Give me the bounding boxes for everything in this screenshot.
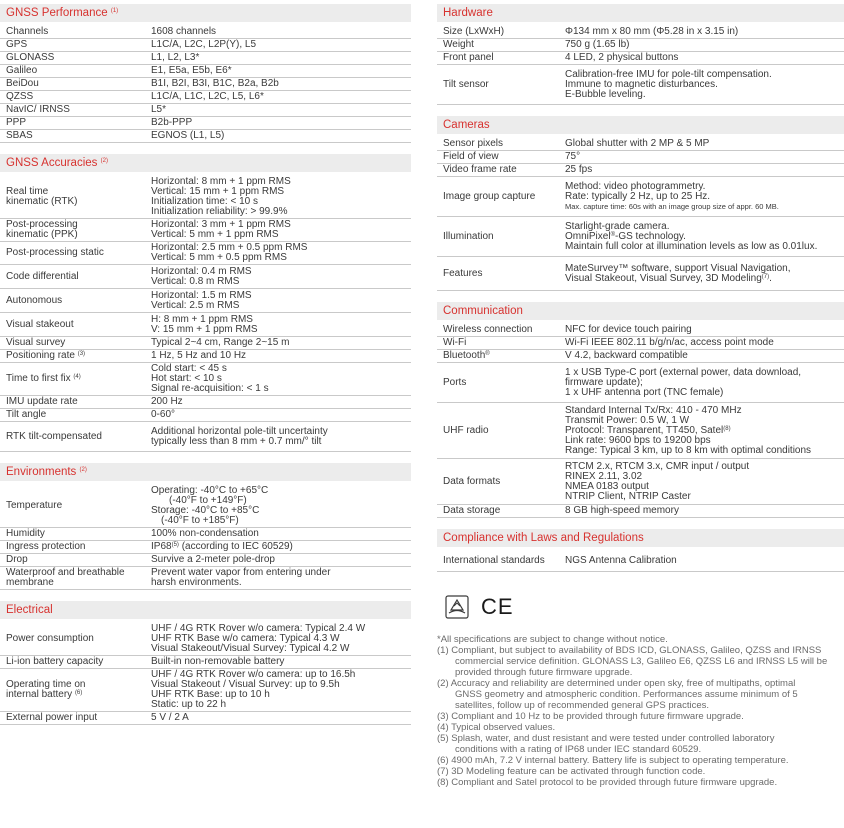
communication-section bbox=[437, 302, 844, 518]
cameras-section bbox=[437, 116, 844, 291]
spec-row: Tilt sensor Calibration-free IMU for pole-tilt compensation. Immune to magnetic disturbances. E-Bubble leveling. bbox=[437, 65, 844, 105]
environments-section bbox=[0, 463, 411, 590]
spec-row: Image group capture Method: video photogrammetry. Rate: typically 2 Hz, up to 25 Hz. Max. capture time: 60s with an image group size of appr. 60 MB. bbox=[437, 177, 844, 217]
spec-row bbox=[0, 78, 411, 91]
spec-row: Post-processing static Horizontal: 2.5 mm + 0.5 ppm RMS Vertical: 5 mm + 0.5 ppm RMS bbox=[0, 242, 411, 265]
section-title: Cameras bbox=[437, 116, 844, 134]
spec-row: Wi-Fi Wi-Fi IEEE 802.11 b/g/n/ac, access point mode bbox=[437, 337, 844, 350]
right-column bbox=[437, 4, 844, 788]
spec-value: B1I, B2I, B3I, B1C, B2a, B2b bbox=[151, 78, 411, 91]
spec-row: Visual survey Typical 2~4 cm, Range 2~15 m bbox=[0, 337, 411, 350]
spec-value: EGNOS (L1, L5) bbox=[151, 130, 411, 143]
gnss-performance-table bbox=[0, 26, 411, 143]
spec-label: BeiDou bbox=[0, 78, 151, 91]
spec-row: Autonomous Horizontal: 1.5 m RMS Vertical: 2.5 m RMS bbox=[0, 289, 411, 313]
environments-table bbox=[0, 485, 411, 590]
spec-value: L1C/A, L1C, L2C, L5, L6* bbox=[151, 91, 411, 104]
compliance-table bbox=[437, 551, 844, 572]
spec-row: Time to first fix $^{(4)}$ Cold start: < 45 s Hot start: < 10 s Signal re-acquisition: < 1 s bbox=[0, 363, 411, 396]
spec-label: Galileo bbox=[0, 65, 151, 78]
spec-row: Wireless connection NFC for device touch pairing bbox=[437, 324, 844, 337]
section-title: Electrical bbox=[0, 601, 411, 619]
section-title: Hardware bbox=[437, 4, 844, 22]
spec-row: Ingress protection IP68$^{(5)}$ (according to IEC 60529) bbox=[0, 541, 411, 554]
spec-value: E1, E5a, E5b, E6* bbox=[151, 65, 411, 78]
gnss-accuracies-table bbox=[0, 176, 411, 452]
spec-row: Post-processing kinematic (PPK) Horizontal: 3 mm + 1 ppm RMS Vertical: 5 mm + 1 ppm RMS bbox=[0, 219, 411, 242]
cameras-table bbox=[437, 138, 844, 291]
spec-row bbox=[0, 117, 411, 130]
spec-row: External power input 5 V / 2 A bbox=[0, 712, 411, 725]
ce-mark-icon: CE bbox=[481, 593, 514, 619]
spec-row bbox=[0, 52, 411, 65]
spec-row: IMU update rate 200 Hz bbox=[0, 396, 411, 409]
spec-label: GPS bbox=[0, 39, 151, 52]
spec-row: UHF radio Standard Internal Tx/Rx: 410 - 470 MHz Transmit Power: 0.5 W, 1 W Protocol: Transparent, TT450, Satel$^{(8)}$ Link rate: 9600 bps to 19200 bps Range: Typical 3 km, up to 8 km with optimal conditions bbox=[437, 403, 844, 459]
spec-label: GLONASS bbox=[0, 52, 151, 65]
spec-row bbox=[0, 130, 411, 143]
spec-label: Channels bbox=[0, 26, 151, 39]
section-title: GNSS Accuracies $^{(2)}$ bbox=[0, 154, 411, 172]
spec-value: L1C/A, L2C, L2P(Y), L5 bbox=[151, 39, 411, 52]
spec-row bbox=[0, 104, 411, 117]
recycle-symbol-icon bbox=[445, 595, 469, 619]
spec-row: Bluetooth® V 4.2, backward compatible bbox=[437, 350, 844, 363]
spec-row: Positioning rate $^{(3)}$ 1 Hz, 5 Hz and 10 Hz bbox=[0, 350, 411, 363]
spec-value: B2b-PPP bbox=[151, 117, 411, 130]
hardware-table bbox=[437, 26, 844, 105]
spec-label: QZSS bbox=[0, 91, 151, 104]
spec-value: L5* bbox=[151, 104, 411, 117]
spec-row: Features MateSurvey™ software, support Visual Navigation, Visual Stakeout, Visual Survey, 3D Modeling$^{(7)}$. bbox=[437, 257, 844, 291]
section-title: Environments $^{(2)}$ bbox=[0, 463, 411, 481]
spec-value: L1, L2, L3* bbox=[151, 52, 411, 65]
gnss-performance-section bbox=[0, 4, 411, 143]
left-column bbox=[0, 4, 411, 736]
spec-row: Size (LxWxH) Φ134 mm x 80 mm (Φ5.28 in x 3.15 in) bbox=[437, 26, 844, 39]
spec-row: Sensor pixels Global shutter with 2 MP & 5 MP bbox=[437, 138, 844, 151]
spec-row: Ports 1 x USB Type-C port (external power, data download, firmware update); 1 x UHF antenna port (TNC female) bbox=[437, 363, 844, 403]
spec-row: Temperature Operating: -40°C to +65°C (-40°F to +149°F) Storage: -40°C to +85°C (-40°F to +185°F) bbox=[0, 485, 411, 528]
spec-row: Data formats RTCM 2.x, RTCM 3.x, CMR input / output RINEX 2.11, 3.02 NMEA 0183 output NTRIP Client, NTRIP Caster bbox=[437, 459, 844, 505]
spec-row: Field of view 75° bbox=[437, 151, 844, 164]
spec-row: International standards NGS Antenna Calibration bbox=[437, 551, 844, 571]
spec-row bbox=[0, 39, 411, 52]
compliance-section bbox=[437, 529, 844, 572]
electrical-section bbox=[0, 601, 411, 725]
spec-row bbox=[0, 91, 411, 104]
communication-table bbox=[437, 324, 844, 518]
electrical-table bbox=[0, 623, 411, 725]
section-title: Communication bbox=[437, 302, 844, 320]
spec-row: Li-ion battery capacity Built-in non-removable battery bbox=[0, 656, 411, 669]
hardware-section bbox=[437, 4, 844, 105]
spec-label: SBAS bbox=[0, 130, 151, 143]
gnss-accuracies-section bbox=[0, 154, 411, 452]
spec-row: Real time kinematic (RTK) Horizontal: 8 mm + 1 ppm RMS Vertical: 15 mm + 1 ppm RMS Initialization time: < 10 s Initialization reliability: > 99.9% bbox=[0, 176, 411, 219]
spec-row: Operating time on internal battery $^{(6)}$ UHF / 4G RTK Rover w/o camera: up to 16.5h Visual Stakeout / Visual Survey: up to 9.5h UHF RTK Base: up to 10 h Static: up to 22 h bbox=[0, 669, 411, 712]
spec-row bbox=[0, 26, 411, 39]
spec-row: Tilt angle 0-60° bbox=[0, 409, 411, 422]
spec-row: RTK tilt-compensated Additional horizontal pole-tilt uncertainty typically less than 8 mm + 0.7 mm/° tilt bbox=[0, 422, 411, 452]
spec-row: Humidity 100% non-condensation bbox=[0, 528, 411, 541]
spec-label: PPP bbox=[0, 117, 151, 130]
certification-icons bbox=[445, 594, 844, 620]
spec-row bbox=[0, 65, 411, 78]
spec-row: Weight 750 g (1.65 lb) bbox=[437, 39, 844, 52]
spec-row: Drop Survive a 2-meter pole-drop bbox=[0, 554, 411, 567]
spec-row: Visual stakeout H: 8 mm + 1 ppm RMS V: 15 mm + 1 ppm RMS bbox=[0, 313, 411, 337]
spec-row: Power consumption UHF / 4G RTK Rover w/o camera: Typical 2.4 W UHF RTK Base w/o camera: Typical 4.3 W Visual Stakeout/Visual Survey: Typical 4.2 W bbox=[0, 623, 411, 656]
spec-row: Video frame rate 25 fps bbox=[437, 164, 844, 177]
spec-row: Code differential Horizontal: 0.4 m RMS Vertical: 0.8 m RMS bbox=[0, 265, 411, 289]
footnotes: *All specifications are subject to change without notice. (1) Compliant, but subject to availability of BDS ICD, GLONASS, Galileo, QZSS and IRNSS commercial service definition. GLONASS L3, Galileo E6, QZSS L6 and IRNSS L5 will be provided through future firmware upgrade. (2) Accuracy and reliability are determined under open sky, free of multipaths, optimal GNSS geometry and atmospheric condition. Performances assume minimum of 5 satellites, follow up of recommended general GPS practices. (3) Compliant and 10 Hz to be provided through future firmware upgrade. (4) Typical observed values. (5) Splash, water, and dust resistant and were tested under controlled laboratory conditions with a rating of IP68 under IEC standard 60529. (6) 4900 mAh, 7.2 V internal battery. Battery life is subject to operating temperature. (7) 3D Modeling feature can be activated through function code. (8) Compliant and Satel protocol to be provided through future firmware upgrade. bbox=[437, 633, 828, 788]
section-title: GNSS Performance $^{(1)}$ bbox=[0, 4, 411, 22]
spec-value: 1608 channels bbox=[151, 26, 411, 39]
section-title: Compliance with Laws and Regulations bbox=[437, 529, 844, 547]
spec-label: NavIC/ IRNSS bbox=[0, 104, 151, 117]
spec-row: Data storage 8 GB high-speed memory bbox=[437, 505, 844, 518]
spec-row: Waterproof and breathable membrane Prevent water vapor from entering under harsh environments. bbox=[0, 567, 411, 590]
spec-row: Illumination Starlight-grade camera. OmniPixel®-GS technology. Maintain full color at illumination levels as low as 0.01lux. bbox=[437, 217, 844, 257]
spec-row: Front panel 4 LED, 2 physical buttons bbox=[437, 52, 844, 65]
